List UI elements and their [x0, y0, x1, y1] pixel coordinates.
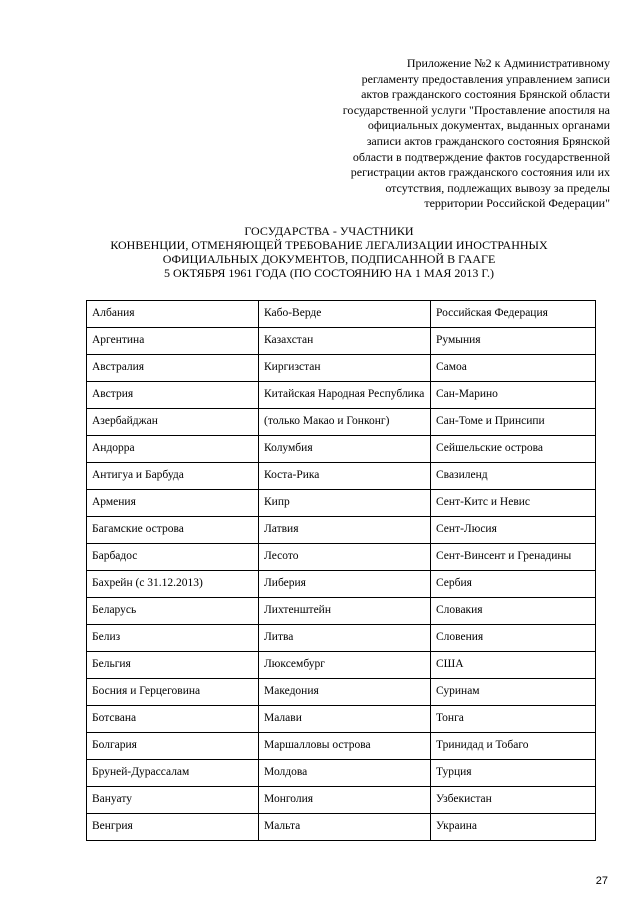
document-title: [60, 224, 598, 280]
country-cell: Турция: [431, 760, 596, 787]
country-cell: Люксембург: [259, 652, 431, 679]
country-cell: Бахрейн (с 31.12.2013): [87, 571, 259, 598]
appendix-line: государственной услуги "Проставление апостиля на: [342, 102, 610, 117]
country-cell: Андорра: [87, 436, 259, 463]
page-number: 27: [595, 875, 608, 887]
country-cell: Китайская Народная Республика: [259, 382, 431, 409]
table-row: [87, 814, 596, 841]
country-cell: Самоа: [431, 355, 596, 382]
country-cell: Армения: [87, 490, 259, 517]
country-cell: Литва: [259, 625, 431, 652]
table-row: [87, 787, 596, 814]
table-row: [87, 409, 596, 436]
country-cell: Либерия: [259, 571, 431, 598]
country-cell: Сент-Китс и Невис: [431, 490, 596, 517]
table-row: [87, 706, 596, 733]
country-cell: Беларусь: [87, 598, 259, 625]
appendix-line: записи актов гражданского состояния Брянской: [366, 133, 610, 148]
member-states-table: [86, 300, 596, 841]
country-cell: Узбекистан: [431, 787, 596, 814]
country-cell: Кабо-Верде: [259, 301, 431, 328]
country-cell: Киргизстан: [259, 355, 431, 382]
table-row: [87, 355, 596, 382]
table-row: [87, 598, 596, 625]
country-cell: Вануату: [87, 787, 259, 814]
title-line: 5 ОКТЯБРЯ 1961 ГОДА (ПО СОСТОЯНИЮ НА 1 МАЯ 2013 Г.): [164, 266, 494, 280]
country-cell: Аргентина: [87, 328, 259, 355]
country-cell: Тринидад и Тобаго: [431, 733, 596, 760]
appendix-note: [310, 56, 610, 212]
country-cell: Тонга: [431, 706, 596, 733]
table-row: [87, 571, 596, 598]
country-cell: Сербия: [431, 571, 596, 598]
title-line: ГОСУДАРСТВА - УЧАСТНИКИ: [244, 224, 414, 238]
table-row: [87, 490, 596, 517]
country-cell: Босния и Герцеговина: [87, 679, 259, 706]
country-cell: Латвия: [259, 517, 431, 544]
country-cell: Барбадос: [87, 544, 259, 571]
appendix-line: территории Российской Федерации": [424, 196, 610, 211]
country-cell: Словакия: [431, 598, 596, 625]
table-row: [87, 463, 596, 490]
country-cell: Казахстан: [259, 328, 431, 355]
country-cell: Австралия: [87, 355, 259, 382]
appendix-line: регламенту предоставления управлением записи: [361, 71, 610, 86]
title-line: КОНВЕНЦИИ, ОТМЕНЯЮЩЕЙ ТРЕБОВАНИЕ ЛЕГАЛИЗАЦИИ ИНОСТРАННЫХ: [110, 238, 548, 252]
appendix-line: регистрации актов гражданского состояния или их: [350, 165, 610, 180]
country-cell: Бельгия: [87, 652, 259, 679]
country-cell: (только Макао и Гонконг): [259, 409, 431, 436]
country-cell: Албания: [87, 301, 259, 328]
country-cell: Лихтенштейн: [259, 598, 431, 625]
table-row: [87, 760, 596, 787]
table-row: [87, 733, 596, 760]
country-cell: Сент-Люсия: [431, 517, 596, 544]
country-cell: Украина: [431, 814, 596, 841]
country-cell: Сан-Томе и Принсипи: [431, 409, 596, 436]
country-cell: Бруней-Дурассалам: [87, 760, 259, 787]
country-cell: Суринам: [431, 679, 596, 706]
country-cell: Свазиленд: [431, 463, 596, 490]
appendix-line: области в подтверждение фактов государственной: [352, 149, 610, 164]
country-cell: Колумбия: [259, 436, 431, 463]
country-cell: Азербайджан: [87, 409, 259, 436]
country-cell: Болгария: [87, 733, 259, 760]
appendix-line: официальных документах, выданных органами: [367, 118, 610, 133]
table-row: [87, 652, 596, 679]
country-cell: Венгрия: [87, 814, 259, 841]
country-cell: Белиз: [87, 625, 259, 652]
country-cell: США: [431, 652, 596, 679]
table-row: [87, 517, 596, 544]
appendix-line: отсутствия, подлежащих вывозу за пределы: [385, 180, 610, 195]
table-row: [87, 301, 596, 328]
country-cell: Багамские острова: [87, 517, 259, 544]
country-cell: Австрия: [87, 382, 259, 409]
table-row: [87, 679, 596, 706]
table-row: [87, 625, 596, 652]
country-cell: Лесото: [259, 544, 431, 571]
country-cell: Коста-Рика: [259, 463, 431, 490]
country-cell: Македония: [259, 679, 431, 706]
country-cell: Сан-Марино: [431, 382, 596, 409]
country-cell: Мальта: [259, 814, 431, 841]
country-cell: Монголия: [259, 787, 431, 814]
country-cell: Российская Федерация: [431, 301, 596, 328]
country-cell: Сейшельские острова: [431, 436, 596, 463]
table-row: [87, 544, 596, 571]
country-cell: Словения: [431, 625, 596, 652]
country-cell: Ботсвана: [87, 706, 259, 733]
table-row: [87, 382, 596, 409]
country-cell: Маршалловы острова: [259, 733, 431, 760]
country-cell: Малави: [259, 706, 431, 733]
country-cell: Румыния: [431, 328, 596, 355]
appendix-line: Приложение №2 к Административному: [406, 56, 610, 70]
title-line: ОФИЦИАЛЬНЫХ ДОКУМЕНТОВ, ПОДПИСАННОЙ В ГААГЕ: [162, 252, 496, 266]
country-cell: Антигуа и Барбуда: [87, 463, 259, 490]
country-cell: Кипр: [259, 490, 431, 517]
table-row: [87, 328, 596, 355]
country-cell: Молдова: [259, 760, 431, 787]
country-cell: Сент-Винсент и Гренадины: [431, 544, 596, 571]
table-row: [87, 436, 596, 463]
appendix-line: актов гражданского состояния Брянской области: [361, 87, 610, 102]
